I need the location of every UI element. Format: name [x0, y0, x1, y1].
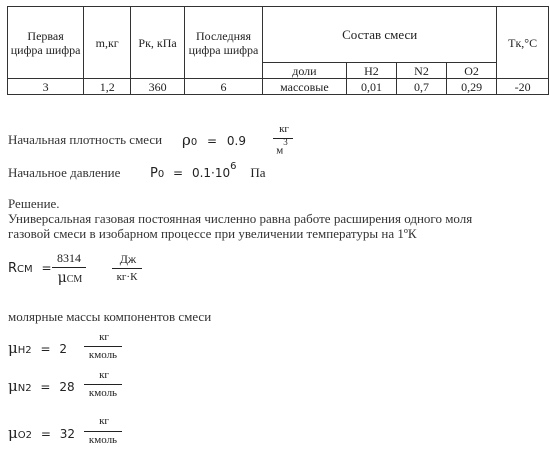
pressure-value: 0.1·10: [191, 166, 231, 180]
density-equals: =: [207, 134, 218, 148]
rcm-unit-den: кг·К: [116, 271, 138, 283]
pressure-equals: =: [173, 166, 184, 180]
density-unit-den: $м^3$: [276, 137, 288, 157]
solution-line-1: Универсальная газовая постоянная численно равна работе расширения одного моля: [8, 211, 473, 226]
pressure-subscript: 0: [157, 169, 165, 180]
parameters-table: [7, 6, 549, 95]
solution-line-2: газовой смеси в изобарном процессе при увеличении температуры на 1ºК: [8, 226, 417, 241]
molar-o2-unit-den: кмоль: [88, 434, 118, 446]
header-last-digit: Последняя цифра шифра: [185, 7, 263, 79]
cell-o2: 0,29: [446, 79, 496, 95]
pressure-unit: Па: [250, 165, 266, 180]
molar-n2-unit-bar: [84, 384, 122, 385]
rcm-symbol: R: [8, 261, 18, 276]
rho-symbol: ρ: [182, 131, 191, 149]
cell-h2: 0,01: [346, 79, 396, 95]
cell-fractions: массовые: [263, 79, 347, 95]
molar-n2-lhs: μN2 = 28: [8, 377, 75, 395]
rcm-numerator: 8314: [57, 251, 81, 265]
rcm-bar: [52, 267, 86, 268]
molar-o2-lhs: μO2 = 32: [8, 424, 75, 442]
cell-n2: 0,7: [397, 79, 447, 95]
header-fractions: доли: [263, 63, 347, 79]
molar-h2-lhs: μH2 = 2: [8, 339, 67, 357]
molar-o2-unit-bar: [84, 431, 122, 432]
header-o2: O2: [446, 63, 496, 79]
cell-tk: -20: [497, 79, 549, 95]
cell-last-digit: 6: [185, 79, 263, 95]
molar-h2-unit-bar: [84, 346, 122, 347]
header-h2: H2: [346, 63, 396, 79]
rcm-unit-bar: [112, 268, 142, 269]
header-mass: m,кг: [84, 7, 131, 79]
density-value: 0.9: [226, 134, 247, 148]
header-first-digit: Первая цифра шифра: [8, 7, 84, 79]
pressure-label: Начальное давление: [8, 165, 121, 180]
molar-n2-unit-num: кг: [99, 369, 109, 381]
density-label: Начальная плотность смеси: [8, 132, 163, 147]
header-n2: N2: [397, 63, 447, 79]
density-unit-num: кг: [279, 123, 289, 135]
header-mixture: Состав смеси: [263, 7, 497, 63]
header-pk: Pк, кПа: [131, 7, 185, 79]
molar-o2-unit-num: кг: [99, 415, 109, 427]
rcm-lhs: [8, 261, 52, 276]
molar-h2-unit-num: кг: [99, 331, 109, 343]
pressure-symbol: P: [150, 166, 158, 181]
solution-title: Решение.: [8, 196, 60, 211]
cell-pk: 360: [131, 79, 185, 95]
rcm-subscript: CM: [17, 264, 33, 275]
cell-mass: 1,2: [84, 79, 131, 95]
pressure-exponent: 6: [230, 161, 237, 172]
density-formula: [182, 131, 246, 149]
molar-n2-unit-den: кмоль: [88, 387, 118, 399]
pressure-formula: [150, 161, 266, 181]
molar-title: молярные массы компонентов смеси: [8, 309, 212, 324]
rcm-unit-num: Дж: [119, 252, 137, 266]
molar-h2-unit-den: кмоль: [88, 349, 118, 361]
cell-first-digit: 3: [8, 79, 84, 95]
rho-subscript: 0: [190, 137, 198, 148]
rcm-denominator: μCM: [57, 270, 83, 286]
header-tk: Tк,°C: [497, 7, 549, 79]
rcm-equals: =: [41, 261, 52, 275]
